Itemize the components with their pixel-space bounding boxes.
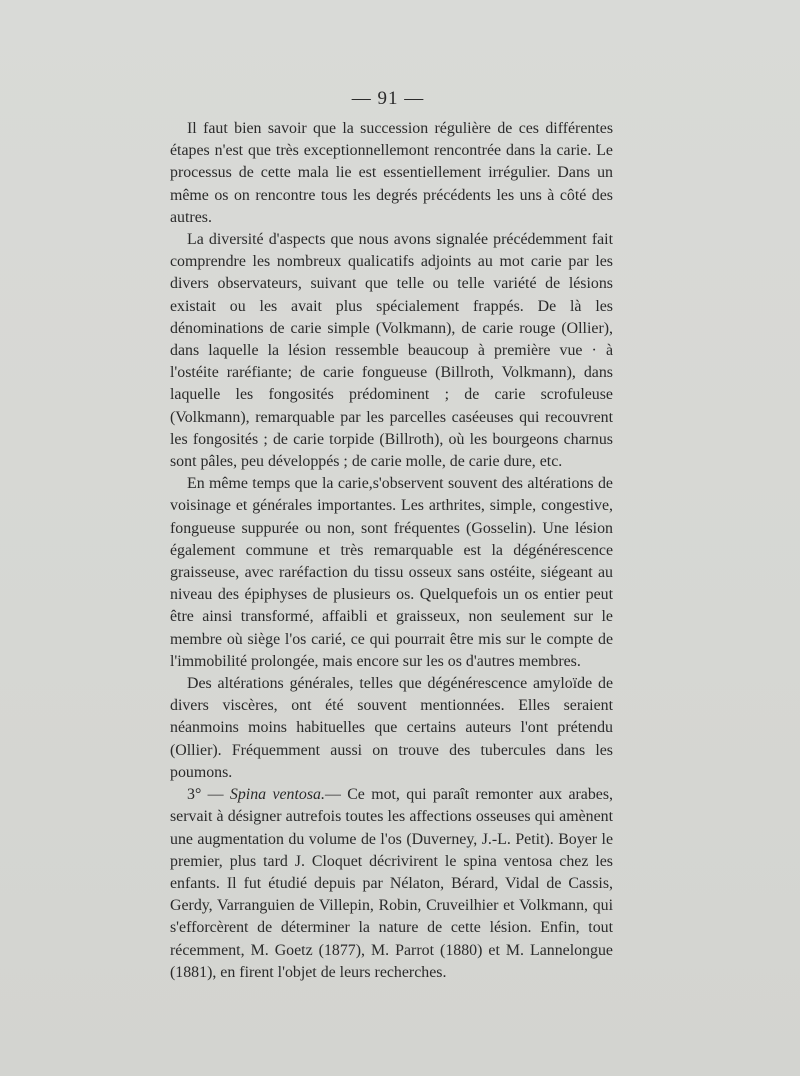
paragraph-5 — [170, 784, 613, 984]
paragraph-2: La diversité d'aspects que nous avons signalée précédemment fait comprendre les nombreux qualicatifs adjoints au mot carie par les divers observateurs, suivant que telle ou telle variété de lésions existait ou les avait plus spécialement frappés. De là les dénominations de carie simple (Volkmann), de carie rouge (Ollier), dans laquelle la lésion ressemble beaucoup à première vue · à l'ostéite raréfiante; de carie fongueuse (Billroth, Volkmann), dans laquelle les fongosités prédominent ; de carie scrofuleuse (Volkmann), remarquable par les parcelles caséeuses qui recouvrent les fongosités ; de carie torpide (Billroth), où les bourgeons charnus sont pâles, peu développés ; de carie molle, de carie dure, etc. — [170, 231, 613, 471]
paragraph-1: Il faut bien savoir que la succession régulière de ces différentes étapes n'est que très exceptionnellemont rencontrée dans la carie. Le processus de cette mala lie est essentiellement irrégulier. Dans un même os on rencontre tous les degrés précédents les uns à côté des autres. — [170, 120, 613, 226]
section-body: — Ce mot, qui paraît remonter aux arabes, servait à désigner autrefois toutes les affections osseuses qui amènent une augmentation du volume de l'os (Duverney, J.-L. Petit). Boyer le premier, plus tard J. Cloquet décrivirent le spina ventosa chez les enfants. Il fut étudié depuis par Nélaton, Bérard, Vidal de Cassis, Gerdy, Varranguien de Villepin, Robin, Cruveilhier et Volkmann, qui s'efforcèrent de déterminer la nature de cette lésion. Enfin, tout récemment, M. Goetz (1877), M. Parrot (1880) et M. Lannelongue (1881), en firent l'objet de leurs recherches. — [170, 786, 614, 981]
page-number: — 91 — — [351, 88, 425, 109]
section-number: 3° — — [187, 786, 230, 804]
paragraph-3: En même temps que la carie,s'observent souvent des altérations de voisinage et générales importantes. Les arthrites, simple, congestive, fongueuse suppurée ou non, sont fréquentes (Gosselin). Une lésion également commune et très remarquable est la dégénérescence graisseuse, avec raréfaction du tissu osseux sans ostéite, siégeant au niveau des épiphyses de plusieurs os. Quelquefois un os entier peut être ainsi transformé, affaibli et graisseux, non seulement sur le membre où siège l'os carié, ce qui pourrait être mis sur le compte de l'immobilité prolongée, mais encore sur les os d'autres membres. — [170, 475, 613, 670]
body-text — [170, 118, 613, 984]
section-term: Spina ventosa. — [229, 786, 325, 804]
paragraph-4: Des altérations générales, telles que dégénérescence amyloïde de divers viscères, ont été souvent mentionnées. Elles seraient néanmoins moins habituelles que certains auteurs l'ont prétendu (Ollier). Fréquemment aussi on trouve des tubercules dans les poumons. — [170, 675, 613, 781]
